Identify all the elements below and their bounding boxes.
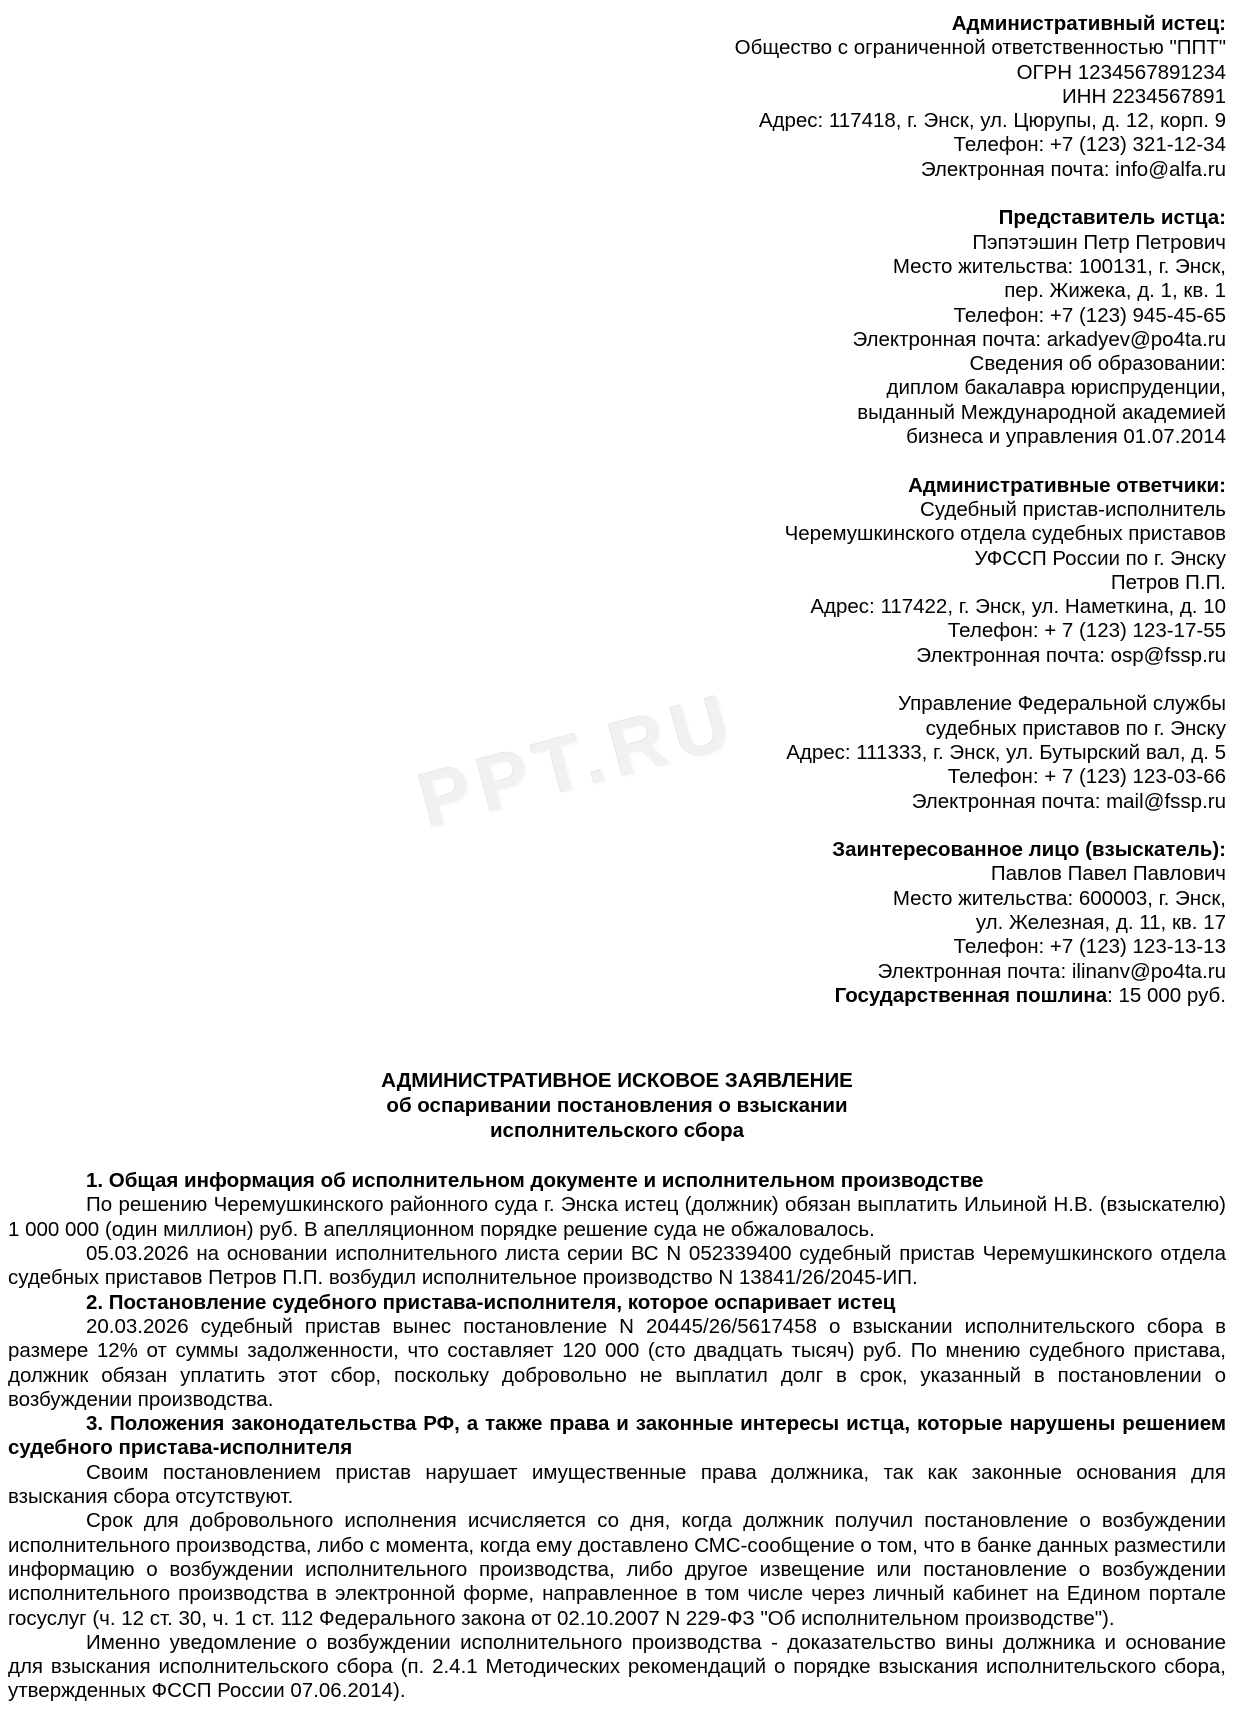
party-line: бизнеса и управления 01.07.2014 [906,425,1226,449]
party-line: выданный Международной академией [857,400,1226,424]
party-line: Петров П.П. [1110,570,1226,594]
party-line: Телефон: + 7 (123) 123-03-66 [947,765,1226,789]
section-2-heading: 2. Постановление судебного пристава-исполнителя, которое оспаривает истец [86,1290,896,1314]
party-line: Место жительства: 100131, г. Энск, [892,254,1226,278]
party-line: пер. Жижека, д. 1, кв. 1 [1004,279,1226,303]
state-duty-label: Государственная пошлина [834,983,1108,1007]
party-line: диплом бакалавра юриспруденции, [886,376,1226,400]
document-title-line-2: об оспаривании постановления о взыскании [386,1094,848,1118]
state-duty-line [8,984,1226,1008]
section-3-paragraph-2: Срок для добровольного исполнения исчисляется со дня, когда должник получил постановление о возбуждении исполнительного производства, либо с момента, когда ему доставлено СМС-сообщение о том, что в банке данных разместили информацию о возбуждении исполнительного производства, либо другое извещение или постановление о возбуждении исполнительного производства в электронной форме, направленное в том числе через личный кабинет на Едином портале госуслуг (ч. 12 ст. 30, ч. 1 ст. 112 Федерального закона от 02.10.2007 N 229-ФЗ "Об исполнительном производстве"). [8,1509,1226,1630]
party-line: Место жительства: 600003, г. Энск, [892,886,1226,910]
section-1-paragraph-2: 05.03.2026 на основании исполнительного листа серии ВС N 052339400 судебный пристав Черемушкинского отдела судебных приставов Петров П.П. возбудил исполнительное производство N 13841/26/2045-ИП. [8,1242,1226,1290]
section-1-heading: 1. Общая информация об исполнительном документе и исполнительном производстве [86,1169,984,1193]
party-line: УФССП России по г. Энску [974,546,1226,570]
party-title: Административные ответчики: [908,473,1226,497]
party-line: Электронная почта: ilinanv@po4ta.ru [877,959,1226,983]
party-line: Телефон: +7 (123) 321-12-34 [953,133,1226,157]
party-line: Общество с ограниченной ответственностью "ППТ" [734,36,1226,60]
party-line: ОГРН 1234567891234 [1016,60,1226,84]
party-line: Телефон: +7 (123) 945-45-65 [953,303,1226,327]
parties-header [8,12,1226,1008]
party-line: Адрес: 117422, г. Энск, ул. Наметкина, д. 10 [810,595,1226,619]
party-title: Заинтересованное лицо (взыскатель): [832,838,1226,862]
party-title: Административный истец: [951,12,1226,35]
party-line: Электронная почта: osp@fssp.ru [916,643,1226,667]
party-block-plaintiff [8,12,1226,182]
party-line: Судебный пристав-исполнитель [920,497,1226,521]
party-line: Электронная почта: arkadyev@po4ta.ru [852,327,1226,351]
party-line: ИНН 2234567891 [1061,84,1226,108]
document-title-line-3: исполнительского сбора [489,1119,745,1143]
party-line: Черемушкинского отдела судебных приставов [784,522,1226,546]
state-duty-value: : 15 000 руб. [1107,983,1226,1007]
party-line: Адрес: 117418, г. Энск, ул. Цюрупы, д. 12, корп. 9 [758,109,1226,133]
party-block-defendant-bailiff [8,474,1226,668]
party-line: Телефон: + 7 (123) 123-17-55 [947,619,1226,643]
party-line: Павлов Павел Павлович [990,862,1226,886]
section-3-heading: 3. Положения законодательства РФ, а также права и законные интересы истца, которые нарушены решением судебного пристава-исполнителя [8,1412,1226,1460]
section-2-paragraph-1: 20.03.2026 судебный пристав вынес постановление N 20445/26/5617458 о взыскании исполнительского сбора в размере 12% от суммы задолженности, что составляет 120 000 (сто двадцать тысяч) руб. По мнению судебного пристава, должник обязан уплатить этот сбор, поскольку добровольно не выплатил долг в срок, указанный в постановлении о возбуждении производства. [8,1314,1226,1411]
party-block-defendant-department [8,675,1226,845]
section-3-paragraph-1: Своим постановлением пристав нарушает имущественные права должника, так как законные основания для взыскания сбора отсутствуют. [8,1460,1226,1509]
party-line: Электронная почта: mail@fssp.ru [911,789,1226,813]
party-line: Сведения об образовании: [969,352,1226,376]
party-line: Пэпэтэшин Петр Петрович [972,230,1226,254]
party-title: Представитель истца: [998,206,1226,230]
party-block-representative [8,206,1226,449]
section-3-paragraph-3: Именно уведомление о возбуждении исполнительного производства - доказательство вины должника и основание для взыскания исполнительского сбора (п. 2.4.1 Методических рекомендаций о порядке взыскания исполнительского сбора, утвержденных ФССП России 07.06.2014). [8,1630,1226,1703]
party-line: ул. Железная, д. 11, кв. 17 [975,910,1226,934]
party-line: Телефон: +7 (123) 123-13-13 [953,935,1226,959]
party-line: Адрес: 111333, г. Энск, ул. Бутырский вал, д. 5 [786,740,1226,764]
ppt-ru-watermark: PPT.RU [409,675,747,845]
party-line: судебных приставов по г. Энску [925,716,1226,740]
party-block-interested [8,838,1226,1008]
party-line: Электронная почта: info@alfa.ru [920,157,1226,181]
document-title [8,1068,1226,1143]
document-body [8,1169,1226,1704]
document-title-line-1: АДМИНИСТРАТИВНОЕ ИСКОВОЕ ЗАЯВЛЕНИЕ [381,1069,853,1093]
party-line: Управление Федеральной службы [898,692,1226,716]
section-1-paragraph-1: По решению Черемушкинского районного суда г. Энска истец (должник) обязан выплатить Ильиной Н.В. (взыскателю) 1 000 000 (один миллион) руб. В апелляционном порядке решение суда не обжаловалось. [8,1193,1226,1241]
